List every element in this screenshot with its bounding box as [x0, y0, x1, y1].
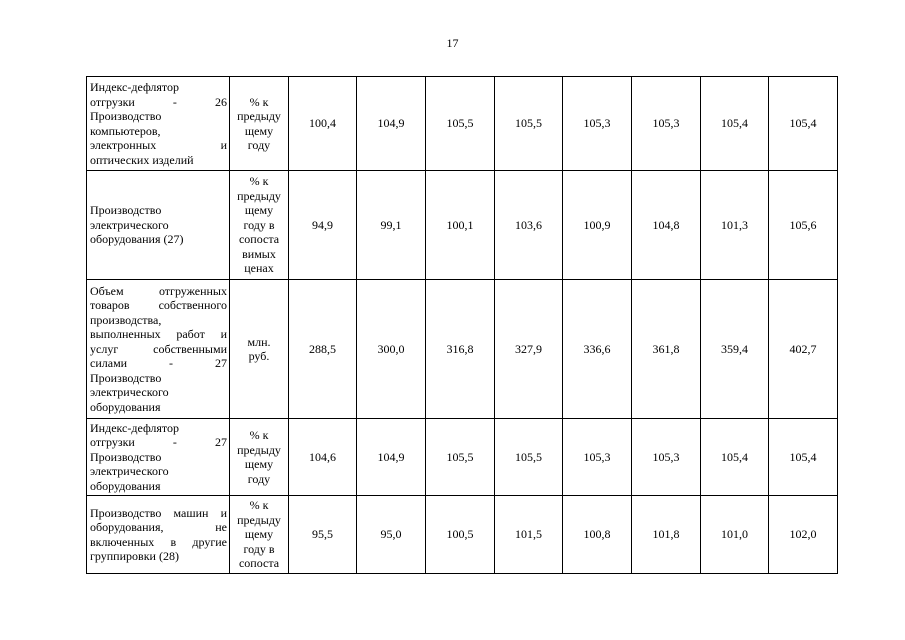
- description-line: оборудования (27): [90, 232, 184, 247]
- value-cell: 102,0: [769, 496, 838, 574]
- description-line: компьютеров,: [90, 123, 161, 138]
- description-line: Производство: [90, 203, 162, 218]
- description-line: электрического: [90, 464, 169, 479]
- value-cell: 105,4: [769, 419, 838, 496]
- value-cell: 288,5: [289, 280, 357, 419]
- value-cell: 105,5: [495, 419, 563, 496]
- description-line: силами - 27: [90, 356, 227, 371]
- value-cell: 105,3: [632, 419, 701, 496]
- value-cell: 101,5: [495, 496, 563, 574]
- unit-line: вимых: [242, 246, 276, 261]
- description-line: включенных в другие: [90, 534, 227, 549]
- value-cell: 100,9: [563, 171, 632, 280]
- value-cell: 94,9: [289, 171, 357, 280]
- value-cell: 95,5: [289, 496, 357, 574]
- value-cell: 300,0: [357, 280, 426, 419]
- value-cell: 100,1: [426, 171, 495, 280]
- page-number: 17: [446, 36, 459, 50]
- unit-line: году: [247, 471, 271, 486]
- value-cell: 101,3: [701, 171, 769, 280]
- description-line: Производство: [90, 370, 162, 385]
- description-line: отгрузки - 26: [90, 94, 227, 109]
- description-line: производства,: [90, 312, 162, 327]
- unit-line: ценах: [244, 261, 274, 276]
- unit-line: % к: [249, 94, 269, 109]
- description-line: Индекс-дефлятор: [90, 80, 180, 94]
- value-cell: 359,4: [701, 280, 769, 419]
- value-cell: 100,5: [426, 496, 495, 574]
- unit-line: сопоста: [238, 232, 280, 247]
- unit-line: предыду: [237, 109, 281, 123]
- value-cell: 105,3: [563, 77, 632, 171]
- description-line: электрического: [90, 385, 169, 400]
- unit-line: году: [247, 138, 271, 152]
- description-line: оптических изделий: [90, 152, 194, 167]
- unit-line: году в: [243, 541, 275, 556]
- value-cell: 361,8: [632, 280, 701, 419]
- unit-line: щему: [244, 457, 274, 471]
- row-unit: [230, 496, 289, 574]
- unit-line: сопоста: [238, 556, 280, 571]
- row-description: [87, 77, 230, 171]
- value-cell: 101,0: [701, 496, 769, 574]
- unit-line: предыду: [237, 188, 281, 203]
- value-cell: 105,6: [769, 171, 838, 280]
- value-cell: 99,1: [357, 171, 426, 280]
- table-row: [87, 171, 838, 280]
- row-unit: [230, 77, 289, 171]
- description-line: оборудования: [90, 399, 161, 414]
- value-cell: 100,4: [289, 77, 357, 171]
- unit-line: щему: [244, 527, 274, 542]
- value-cell: 105,3: [563, 419, 632, 496]
- value-cell: 105,5: [426, 77, 495, 171]
- value-cell: 105,3: [632, 77, 701, 171]
- value-cell: 105,4: [769, 77, 838, 171]
- description-line: Объем отгруженных: [90, 283, 227, 298]
- value-cell: 103,6: [495, 171, 563, 280]
- unit-line: предыду: [237, 512, 281, 527]
- row-description: [87, 171, 230, 280]
- table-row: [87, 280, 838, 419]
- value-cell: 316,8: [426, 280, 495, 419]
- value-cell: 327,9: [495, 280, 563, 419]
- row-unit: [230, 171, 289, 280]
- unit-line: % к: [249, 174, 269, 189]
- data-table: [86, 76, 838, 574]
- row-description: [87, 496, 230, 574]
- value-cell: 101,8: [632, 496, 701, 574]
- description-line: оборудования, не: [90, 520, 227, 534]
- value-cell: 104,9: [357, 419, 426, 496]
- unit-line: щему: [244, 203, 274, 218]
- value-cell: 336,6: [563, 280, 632, 419]
- value-cell: 104,6: [289, 419, 357, 496]
- value-cell: 402,7: [769, 280, 838, 419]
- unit-line: % к: [249, 498, 269, 513]
- unit-line: году в: [243, 217, 275, 232]
- unit-line: % к: [249, 428, 269, 442]
- value-cell: 105,5: [495, 77, 563, 171]
- description-line: отгрузки - 27: [90, 435, 227, 450]
- row-unit: [230, 419, 289, 496]
- row-description: [87, 419, 230, 496]
- value-cell: 104,8: [632, 171, 701, 280]
- description-line: Индекс-дефлятор: [90, 420, 180, 435]
- description-line: услуг собственными: [90, 341, 227, 356]
- unit-line: щему: [244, 123, 274, 138]
- value-cell: 100,8: [563, 496, 632, 574]
- table-row: [87, 419, 838, 496]
- value-cell: 104,9: [357, 77, 426, 171]
- row-unit: [230, 280, 289, 419]
- description-line: оборудования: [90, 478, 161, 493]
- table-row: [87, 77, 838, 171]
- unit-line: млн.: [247, 334, 271, 349]
- description-line: Производство: [90, 449, 162, 464]
- table-row: [87, 496, 838, 574]
- unit-line: предыду: [237, 442, 281, 457]
- value-cell: 105,4: [701, 77, 769, 171]
- description-line: Производство машин и: [90, 505, 227, 520]
- unit-line: руб.: [248, 349, 270, 363]
- value-cell: 105,4: [701, 419, 769, 496]
- row-description: [87, 280, 230, 419]
- description-line: группировки (28): [90, 549, 179, 563]
- description-line: выполненных работ и: [90, 327, 227, 342]
- value-cell: 105,5: [426, 419, 495, 496]
- description-line: товаров собственного: [90, 298, 227, 313]
- value-cell: 95,0: [357, 496, 426, 574]
- description-line: электрического: [90, 217, 169, 232]
- description-line: электронных и: [90, 138, 227, 152]
- description-line: Производство: [90, 109, 162, 123]
